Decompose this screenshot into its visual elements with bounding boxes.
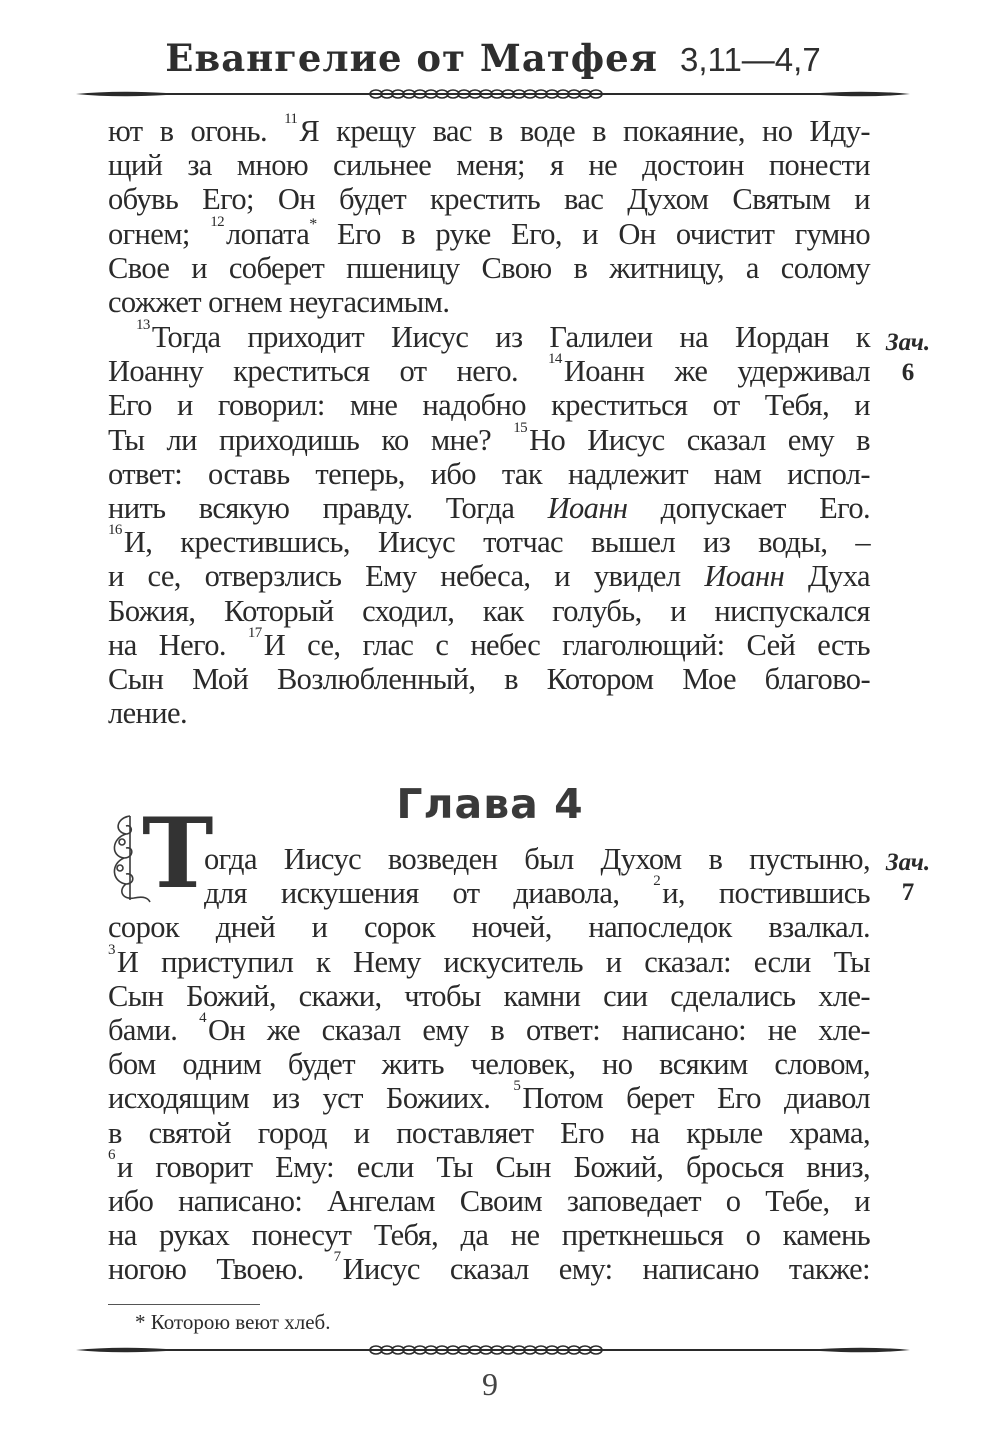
text-line: $^{16}$И, крестившись, Иисус тотчас вышел из воды, – (108, 522, 870, 560)
text-line: ибо написано: Ангелам Своим заповедает о Тебе, и (108, 1183, 870, 1218)
text-line: обувь Его; Он будет крестить вас Духом Святым и (108, 182, 870, 217)
running-header (78, 36, 908, 80)
text-line: ют в огонь. $^{11}$Я крещу вас в воде в покаяние, но Иду- (108, 111, 870, 148)
text-line: $^3$И приступил к Нему искуситель и сказал: если Ты (108, 941, 870, 979)
verse-number: 7 (333, 1249, 341, 1266)
verse-number: 17 (247, 624, 262, 641)
italic-word: Иоанн (547, 490, 628, 525)
text-line: $^{13}$Тогда приходит Иисус из Галилеи на Иордан к (136, 317, 870, 354)
verse-number: 14 (548, 351, 562, 368)
margin-note-zach-6: Зач. 6 (885, 329, 931, 386)
text-line: исходящим из уст Божиих. $^5$Потом берет Его диавол (108, 1078, 870, 1116)
verses-4-1-7 (108, 842, 870, 1286)
text-line: сорок дней и сорок ночей, напоследок взалкал. (108, 910, 870, 945)
verses-11-12 (108, 111, 870, 319)
text-line: ление. (108, 696, 187, 731)
verse-number: 2 (653, 873, 661, 890)
text-line: для искушения от диавола, $^2$и, постившись (204, 873, 870, 911)
drop-cap-letter: Т (142, 797, 214, 910)
text-line: Сын Мой Возлюбленный, в Котором Мое благово- (108, 661, 870, 696)
verse-number: 6 (108, 1146, 115, 1163)
book-title: Евангелие от Матфея (165, 36, 659, 80)
text-line: Сын Божий, скажи, чтобы камни сии сделались хле- (108, 978, 870, 1013)
text-line: и се, отверзлись Ему небеса, и увидел Иоанн Духа (108, 559, 870, 594)
text-line: на руках понесут Тебя, да не преткнешься о камень (108, 1218, 870, 1253)
verse-number: 3 (108, 941, 115, 958)
footnote-text: Которою веют хлеб. (150, 1310, 331, 1334)
text-line: Иоанну креститься от него. $^{14}$Иоанн же удерживал (108, 351, 871, 389)
ornamental-rule-top (76, 86, 910, 102)
footnote-marker: * (135, 1310, 146, 1334)
verse-number: 4 (199, 1009, 206, 1026)
verse-number: 15 (513, 419, 528, 436)
verse-number: 16 (108, 522, 122, 539)
text-line: на Него. $^{17}$И се, глас с небес глаголющий: Сей есть (108, 624, 870, 662)
text-line: Его и говорил: мне надобно креститься от Тебя, и (108, 388, 870, 423)
verse-range: 3,11—4,7 (680, 41, 821, 78)
page-number: 9 (482, 1366, 498, 1402)
text-line: нить всякую правду. Тогда Иоанн допускает Его. (108, 490, 870, 525)
verse-number: 11 (284, 111, 298, 127)
verses-13-17 (108, 317, 871, 731)
text-line: Ты ли приходишь ко мне? $^{15}$Но Иисус сказал ему в (108, 419, 870, 457)
text-line: $^6$и говорит Ему: если Ты Сын Божий, бросься вниз, (108, 1146, 870, 1184)
text-line: бом одним будет жить человек, но всяким словом, (108, 1047, 870, 1082)
verse-number: 12 (210, 213, 224, 230)
text-line: огда Иисус возведен был Духом в пустыню, (204, 842, 870, 876)
text-line: сожжет огнем неугасимым. (108, 284, 450, 319)
verse-number: 5 (513, 1078, 521, 1095)
text-line: Божия, Который сходил, как голубь, и ниспускался (108, 593, 870, 628)
text-line: бами. $^4$Он же сказал ему в ответ: написано: не хле- (108, 1009, 870, 1047)
footnote (135, 1310, 330, 1335)
footnote-marker: * (309, 215, 317, 233)
text-line: огнем; $^{12}$лопата* Его в руке Его, и Он очистит гумно (108, 213, 870, 251)
text-line: щий за мною сильнее меня; я не достоин понести (108, 148, 870, 183)
verse-number: 13 (136, 317, 150, 333)
text-line: Свое и соберет пшеницу Свою в житницу, а солому (108, 250, 870, 285)
text-line: в святой город и поставляет Его на крыле храма, (108, 1115, 870, 1150)
chapter-title: Глава 4 (396, 780, 584, 828)
ornamental-rule-bottom (76, 1342, 910, 1358)
margin-note-zach-7: Зач. 7 (885, 849, 931, 906)
text-line: ответ: оставь теперь, ибо так надлежит нам испол- (108, 456, 870, 491)
text-line: ногою Твоею. $^7$Иисус сказал ему: написано также: (108, 1249, 870, 1287)
footnote-rule (108, 1304, 260, 1305)
italic-word: Иоанн (704, 559, 785, 594)
